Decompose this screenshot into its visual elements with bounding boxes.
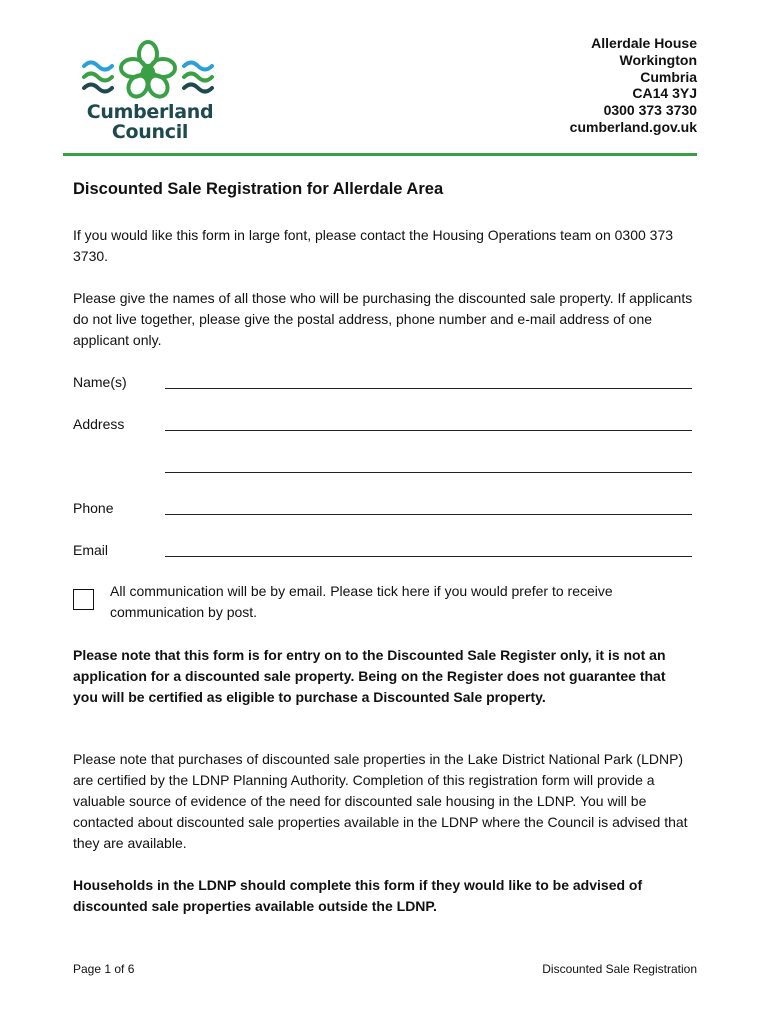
- phone-input-line[interactable]: [165, 514, 692, 515]
- register-note: Please note that this form is for entry on to the Discounted Sale Register only, it is not an application for a discounted sale property. Being on the Register does not guarantee that you will be certified as eligible to purchase a Discounted Sale property.: [73, 647, 666, 705]
- form-title: Discounted Sale Registration for Allerdale Area: [73, 180, 444, 198]
- intro-large-font-paragraph: If you would like this form in large font, please contact the Housing Operations team on 0300 373 3730.: [73, 227, 674, 264]
- address-label: Address: [73, 416, 125, 432]
- header-divider: [63, 153, 697, 156]
- address-line: CA14 3YJ: [632, 85, 697, 102]
- council-logo: [80, 40, 220, 148]
- email-label: Email: [73, 542, 109, 558]
- phone-label: Phone: [73, 500, 114, 516]
- address-input-line-2[interactable]: [165, 472, 692, 473]
- address-line: Cumbria: [640, 68, 697, 85]
- ldnp-note: Please note that purchases of discounted sale properties in the Lake District National Park (LDNP) are certified by the LDNP Planning Authority. Completion of this registration form will provide a valuable source of evidence of the need for discounted sale housing in the LDNP. You will be contacted about discounted sale properties available in the LDNP where the Council is advised that they are available.: [73, 751, 688, 851]
- post-preference-label: All communication will be by email. Please tick here if you would prefer to receive communication by post.: [110, 583, 613, 620]
- council-address: [570, 35, 697, 136]
- page-number: Page 1 of 6: [73, 962, 135, 976]
- email-input-line[interactable]: [165, 556, 692, 557]
- post-preference-checkbox[interactable]: [73, 589, 94, 610]
- address-line: Workington: [619, 51, 697, 68]
- logo-text-line-1: Cumberland: [86, 101, 214, 123]
- names-label: Name(s): [73, 374, 127, 390]
- logo-wordmark: [80, 102, 220, 142]
- logo-text-line-2: Council: [111, 121, 189, 143]
- households-note: Households in the LDNP should complete this form if they would like to be advised of discounted sale properties available outside the LDNP.: [73, 877, 643, 914]
- address-website: cumberland.gov.uk: [569, 118, 697, 135]
- address-phone: 0300 373 3730: [603, 102, 697, 119]
- names-input-line[interactable]: [165, 388, 692, 389]
- footer-document-name: Discounted Sale Registration: [542, 962, 697, 976]
- address-line: Allerdale House: [591, 35, 697, 51]
- intro-names-paragraph: Please give the names of all those who will be purchasing the discounted sale property. If applicants do not live together, please give the postal address, phone number and e-mail address of one applicant only.: [73, 290, 693, 348]
- flower-waves-icon: [80, 40, 220, 102]
- address-input-line-1[interactable]: [165, 430, 692, 431]
